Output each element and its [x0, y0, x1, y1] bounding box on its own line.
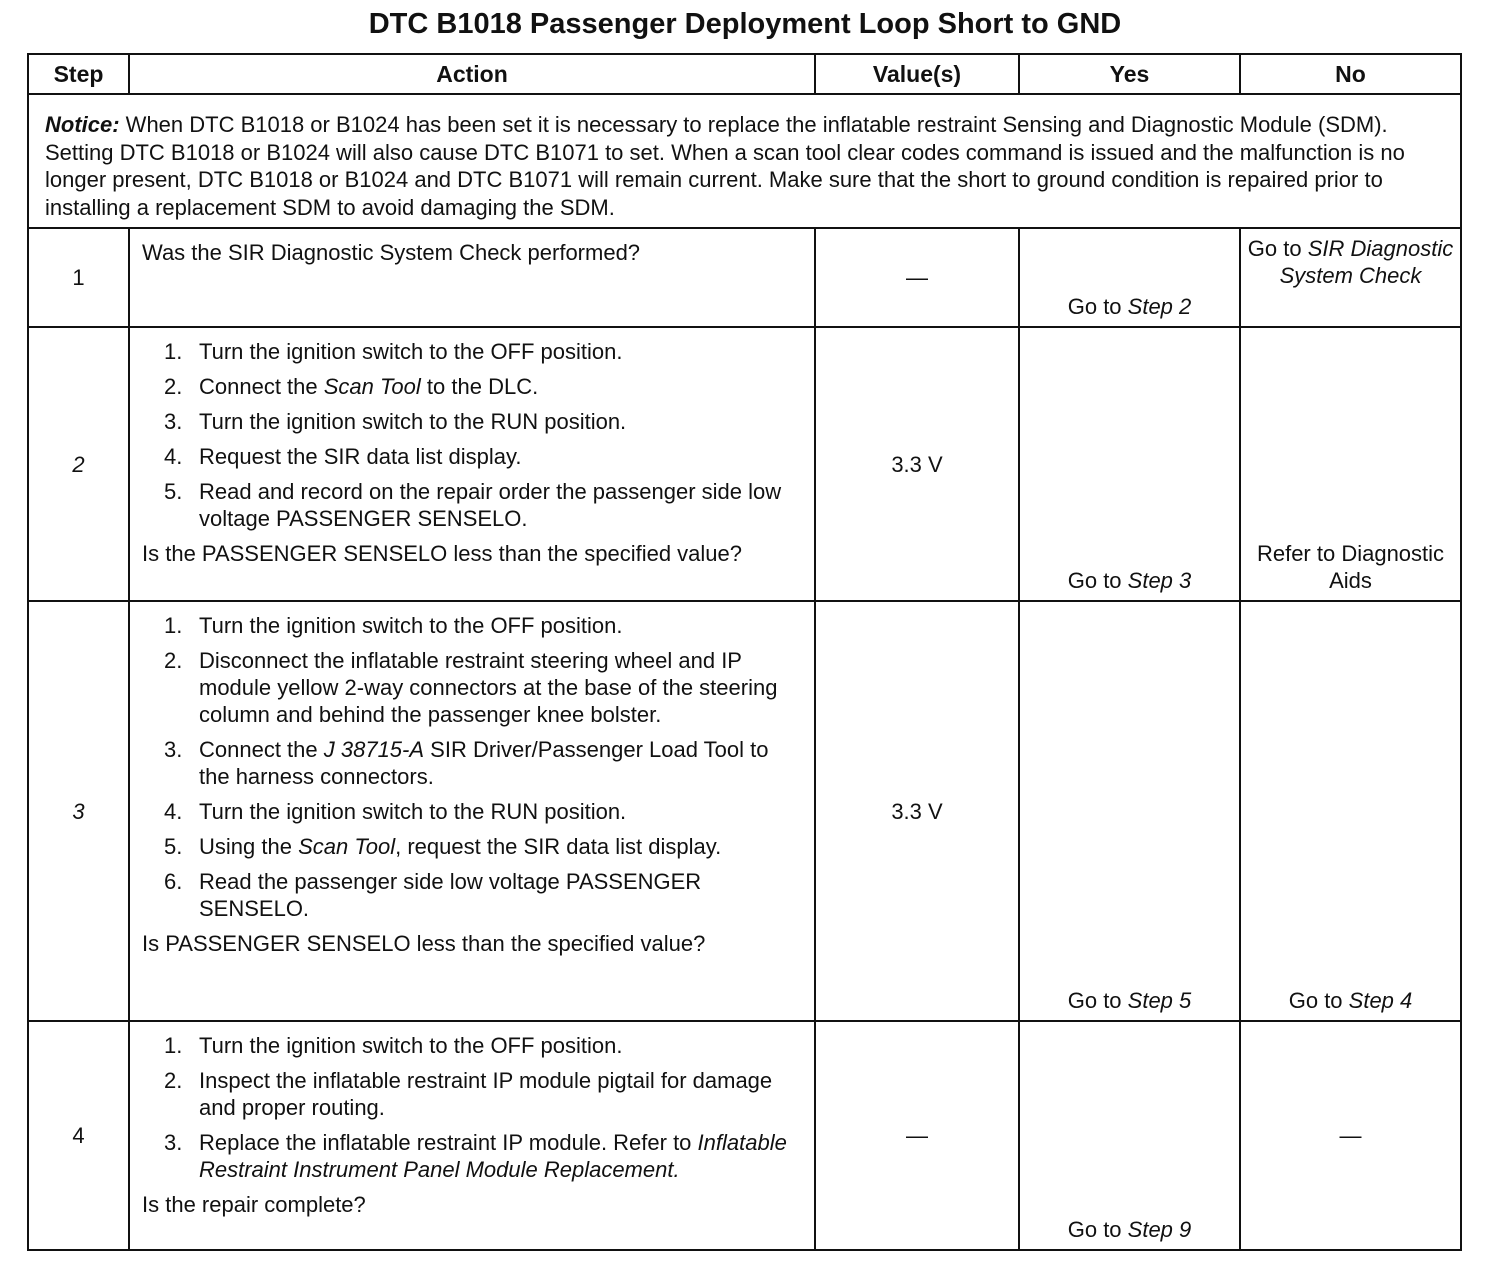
table-row — [28, 601, 1461, 1021]
item-number: 5. — [164, 479, 183, 504]
item-number: 2. — [164, 648, 183, 673]
yes-cell — [1019, 1021, 1240, 1250]
list-item — [142, 868, 804, 922]
list-item — [142, 408, 804, 435]
item-text: Turn the ignition switch to the RUN position. — [199, 409, 627, 434]
no-text: — — [1339, 1123, 1362, 1148]
item-tool-name: Scan Tool — [298, 834, 396, 859]
yes-prefix: Go to — [1067, 294, 1128, 319]
no-cell — [1240, 1021, 1461, 1250]
item-text: Connect the — [199, 374, 324, 399]
list-item — [142, 647, 804, 728]
table-row — [28, 327, 1461, 601]
yes-link: Step 5 — [1127, 988, 1192, 1013]
item-number: 3. — [164, 409, 183, 434]
action-cell — [129, 1021, 815, 1250]
list-item — [142, 1067, 804, 1121]
item-reference: Inflatable Restraint Instrument Panel Module Replacement. — [199, 1130, 787, 1182]
list-item — [142, 612, 804, 639]
item-text: , request the SIR data list display. — [395, 834, 722, 859]
value-cell: 3.3 V — [815, 601, 1019, 1021]
yes-cell — [1019, 228, 1240, 327]
header-row — [28, 54, 1461, 94]
yes-cell — [1019, 327, 1240, 601]
yes-link: Step 9 — [1127, 1217, 1192, 1242]
yes-link: Step 2 — [1127, 294, 1192, 319]
item-text: to the DLC. — [420, 374, 539, 399]
item-text: Read and record on the repair order the passenger side low voltage PASSENGER SENSELO. — [199, 479, 782, 531]
item-number: 5. — [164, 834, 183, 859]
value-cell: 3.3 V — [815, 327, 1019, 601]
item-text: Read the passenger side low voltage PASSENGER SENSELO. — [199, 869, 702, 921]
item-text: SIR Driver/Passenger Load Tool to the harness connectors. — [199, 737, 769, 789]
item-number: 4. — [164, 444, 183, 469]
no-cell — [1240, 228, 1461, 327]
list-item — [142, 443, 804, 470]
yes-prefix: Go to — [1067, 1217, 1128, 1242]
no-text: Refer to Diagnostic Aids — [1256, 541, 1445, 593]
item-number: 1. — [164, 613, 183, 638]
action-question: Was the SIR Diagnostic System Check performed? — [142, 240, 641, 265]
item-number: 2. — [164, 1068, 183, 1093]
value-cell: — — [815, 1021, 1019, 1250]
notice-text: When DTC B1018 or B1024 has been set it is necessary to replace the inflatable restraint Sensing and Diagnostic Module (SDM). Setting DTC B1018 or B1024 will also cause DTC B1071 to set. When a scan tool clear codes command is issued and the malfunction is no longer present, DTC B1018 or B1024 and DTC B1071 will remain current. Make sure that the short to ground condition is repaired prior to installing a replacement SDM to avoid damaging the SDM. — [45, 112, 1405, 220]
no-prefix: Go to — [1247, 236, 1308, 261]
action-question: Is PASSENGER SENSELO less than the specified value? — [142, 931, 706, 956]
table-row — [28, 1021, 1461, 1250]
header-values: Value(s) — [815, 54, 1019, 94]
header-step: Step — [28, 54, 129, 94]
no-link: SIR Diagnostic System Check — [1279, 236, 1454, 288]
list-item — [142, 798, 804, 825]
item-text: Using the — [199, 834, 299, 859]
item-number: 3. — [164, 737, 183, 762]
item-tool-name: J 38715-A — [323, 737, 425, 762]
step-number: 2 — [28, 327, 129, 601]
yes-prefix: Go to — [1067, 568, 1128, 593]
action-question: Is the repair complete? — [142, 1192, 366, 1217]
item-text: Turn the ignition switch to the OFF position. — [199, 339, 623, 364]
no-link: Step 4 — [1348, 988, 1413, 1013]
action-cell — [129, 601, 815, 1021]
item-number: 3. — [164, 1130, 183, 1155]
step-number: 4 — [28, 1021, 129, 1250]
list-item — [142, 1032, 804, 1059]
item-text: Replace the inflatable restraint IP module. Refer to — [199, 1130, 698, 1155]
item-text: Turn the ignition switch to the OFF position. — [199, 1033, 623, 1058]
notice-label: Notice: — [45, 112, 120, 137]
item-text: Inspect the inflatable restraint IP module pigtail for damage and proper routing. — [199, 1068, 773, 1120]
header-action: Action — [129, 54, 815, 94]
yes-cell — [1019, 601, 1240, 1021]
list-item — [142, 833, 804, 860]
item-text: Disconnect the inflatable restraint steering wheel and IP module yellow 2-way connectors at the base of the steering column and behind the passenger knee bolster. — [199, 648, 778, 727]
item-text: Connect the — [199, 737, 324, 762]
item-text: Turn the ignition switch to the OFF position. — [199, 613, 623, 638]
yes-link: Step 3 — [1127, 568, 1192, 593]
no-prefix: Go to — [1288, 988, 1349, 1013]
header-no: No — [1240, 54, 1461, 94]
item-text: Request the SIR data list display. — [199, 444, 522, 469]
page-title: DTC B1018 Passenger Deployment Loop Short to GND — [368, 8, 1122, 40]
item-number: 6. — [164, 869, 183, 894]
notice-row — [28, 94, 1461, 228]
list-item — [142, 373, 804, 400]
action-steps — [142, 612, 804, 922]
yes-prefix: Go to — [1067, 988, 1128, 1013]
item-number: 1. — [164, 339, 183, 364]
item-tool-name: Scan Tool — [323, 374, 421, 399]
notice-cell — [28, 94, 1461, 228]
action-steps — [142, 1032, 804, 1183]
action-question: Is the PASSENGER SENSELO less than the specified value? — [142, 541, 743, 566]
item-number: 1. — [164, 1033, 183, 1058]
diagnostic-table — [27, 53, 1462, 1251]
list-item — [142, 338, 804, 365]
item-text: Turn the ignition switch to the RUN position. — [199, 799, 627, 824]
action-cell — [129, 327, 815, 601]
header-yes: Yes — [1019, 54, 1240, 94]
item-number: 2. — [164, 374, 183, 399]
step-number: 3 — [28, 601, 129, 1021]
table-row — [28, 228, 1461, 327]
list-item — [142, 478, 804, 532]
no-cell — [1240, 601, 1461, 1021]
list-item — [142, 736, 804, 790]
action-cell — [129, 228, 815, 327]
value-cell: — — [815, 228, 1019, 327]
action-steps — [142, 338, 804, 532]
item-number: 4. — [164, 799, 183, 824]
list-item — [142, 1129, 804, 1183]
no-cell — [1240, 327, 1461, 601]
step-number: 1 — [28, 228, 129, 327]
